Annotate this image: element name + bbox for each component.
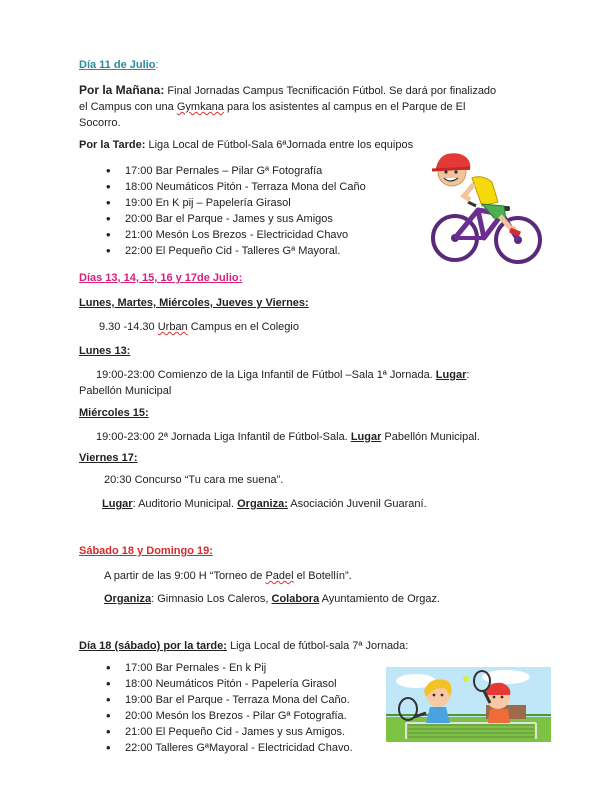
monday-text-b: : bbox=[466, 369, 470, 381]
day18-match-item: • 20:00 Mesón los Brezos - Pilar Gª Fotografía. bbox=[100, 708, 353, 724]
day18-match-item: • 19:00 Bar el Parque - Terraza Mona del Caño. bbox=[100, 692, 353, 708]
monday-text-a: 19:00-23:00 Comienzo de la Liga Infantil de Fútbol –Sala 1ª Jornada. bbox=[96, 369, 436, 381]
morning-label: Por la Mañana: bbox=[79, 83, 165, 97]
day11-afternoon-line bbox=[79, 139, 413, 151]
afternoon-label: Por la Tarde: bbox=[79, 139, 146, 151]
day18-match-item: • 21:00 El Pequeño Cid - James y sus Amigos. bbox=[100, 724, 353, 740]
day11-heading bbox=[79, 59, 158, 71]
day18-heading bbox=[79, 640, 408, 652]
day11-match-item: • 19:00 En K pij – Papelería Girasol bbox=[100, 195, 366, 211]
day18-match-item: • 17:00 Bar Pernales - En k Pij bbox=[100, 660, 353, 676]
weekend-organiza-text: : Gimnasio Los Caleros, bbox=[151, 593, 272, 605]
day11-match-item: • 20:00 Bar el Parque - James y sus Amigos bbox=[100, 211, 366, 227]
weekend-text-padel: Padel bbox=[265, 570, 294, 582]
morning-text-3: Socorro. bbox=[79, 117, 121, 129]
monday-text-line2: Pabellón Municipal bbox=[79, 385, 172, 397]
weekend-organiza-line bbox=[104, 593, 440, 605]
friday-organiza: Organiza: bbox=[237, 498, 288, 510]
day18-title: Día 18 (sábado) por la tarde: bbox=[79, 640, 227, 652]
weekend-colabora: Colabora bbox=[271, 593, 320, 605]
wednesday-text-b: Pabellón Municipal. bbox=[381, 431, 480, 443]
morning-text-2c: para los asistentes al campus en el Parque de El bbox=[223, 101, 466, 113]
weekend-organiza: Organiza bbox=[104, 593, 152, 605]
weekend-text bbox=[104, 570, 352, 582]
days13-title: Días 13, 14, 15, 16 y 17de Julio: bbox=[79, 272, 243, 284]
friday-lugar-text: : Auditorio Municipal. bbox=[132, 498, 238, 510]
weekend-colabora-text: Ayuntamiento de Orgaz. bbox=[319, 593, 441, 605]
wednesday-header: Miércoles 15: bbox=[79, 407, 149, 419]
morning-text-1: Final Jornadas Campus Tecnificación Fútbol. Se dará por finalizado bbox=[164, 85, 497, 97]
friday-header: Viernes 17: bbox=[79, 452, 138, 464]
weekdays-text-a: 9.30 -14.30 bbox=[99, 321, 158, 333]
weekdays-header: Lunes, Martes, Miércoles, Jueves y Viernes: bbox=[79, 297, 309, 309]
day18-match-item: • 22:00 Talleres GªMayoral - Electricidad Chavo. bbox=[100, 740, 353, 756]
afternoon-text: Liga Local de Fútbol-Sala 6ªJornada entre los equipos bbox=[145, 139, 414, 151]
day11-colon: : bbox=[155, 59, 159, 71]
weekend-text-c: el Botellín”. bbox=[293, 570, 352, 582]
tennis-image bbox=[386, 667, 551, 742]
day11-match-item: • 17:00 Bar Pernales – Pilar Gª Fotografía bbox=[100, 163, 366, 179]
day18-text: Liga Local de fútbol-sala 7ª Jornada: bbox=[226, 640, 409, 652]
weekend-text-a: A partir de las 9:00 H “Torneo de bbox=[104, 570, 266, 582]
weekdays-text-urban: Urban bbox=[157, 321, 188, 333]
wednesday-text-a: 19:00-23:00 2ª Jornada Liga Infantil de Fútbol-Sala. bbox=[96, 431, 351, 443]
weekend-title: Sábado 18 y Domingo 19: bbox=[79, 545, 213, 557]
wednesday-lugar: Lugar bbox=[350, 431, 382, 443]
monday-lugar: Lugar bbox=[435, 369, 467, 381]
weekdays-text bbox=[99, 321, 299, 333]
day11-match-item: • 21:00 Mesón Los Brezos - Electricidad Chavo bbox=[100, 227, 366, 243]
monday-header: Lunes 13: bbox=[79, 345, 131, 357]
friday-text: 20:30 Concurso “Tu cara me suena”. bbox=[104, 474, 284, 486]
friday-organiza-text: Asociación Juvenil Guaraní. bbox=[287, 498, 427, 510]
day11-morning-paragraph bbox=[79, 82, 524, 131]
cyclist-image bbox=[420, 148, 545, 268]
friday-lugar: Lugar bbox=[102, 498, 133, 510]
day11-match-item: • 18:00 Neumáticos Pitón - Terraza Mona del Caño bbox=[100, 179, 366, 195]
day11-match-item: • 22:00 El Pequeño Cid - Talleres Gª Mayoral. bbox=[100, 243, 366, 259]
morning-text-2a: el Campus con una bbox=[79, 101, 177, 113]
day11-match-list bbox=[100, 163, 366, 259]
friday-details bbox=[102, 498, 427, 510]
monday-text-line1 bbox=[96, 369, 469, 381]
day11-title: Día 11 de Julio bbox=[79, 59, 156, 71]
morning-text-gymkana: Gymkana bbox=[176, 101, 224, 113]
day18-match-item: • 18:00 Neumáticos Pitón - Papelería Girasol bbox=[100, 676, 353, 692]
wednesday-text bbox=[96, 431, 480, 443]
weekdays-text-c: Campus en el Colegio bbox=[187, 321, 299, 333]
day18-match-list bbox=[100, 660, 353, 756]
